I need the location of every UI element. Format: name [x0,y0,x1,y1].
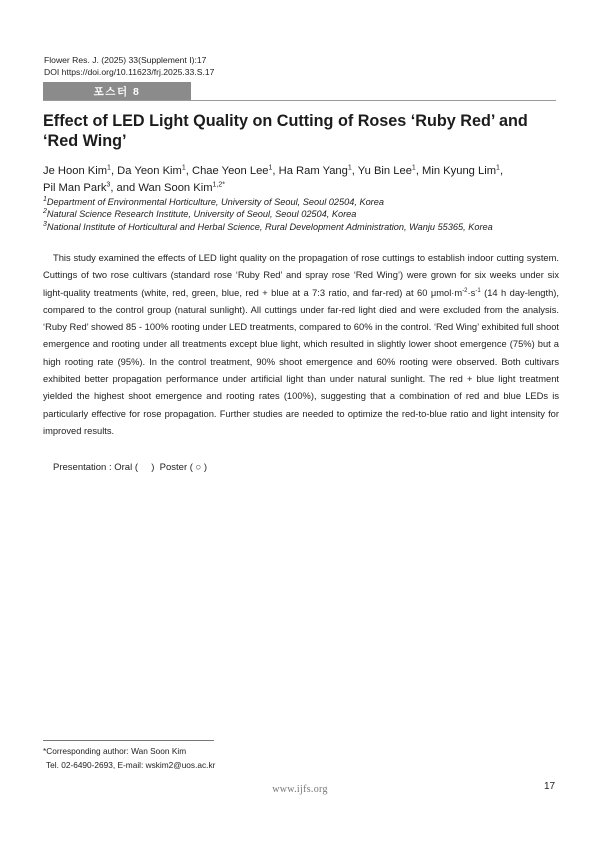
journal-citation: Flower Res. J. (2025) 33(Supplement I):17 [44,55,207,65]
author: Min Kyung Lim$^1$, [422,164,504,177]
doi-line: DOI https://doi.org/10.11623/frj.2025.33.S.17 [44,66,215,77]
author: Chae Yeon Lee$^1$, [191,164,279,177]
poster-label: 포스터 8 [93,86,141,98]
affiliation-list [43,196,563,233]
author: Je Hoon Kim$^1$, [43,164,118,177]
author: Da Yeon Kim$^1$, [117,164,192,177]
poster-divider [43,100,556,101]
page-number: 17 [544,781,556,792]
contact-info: Tel. 02-6490-2693, E-mail: wskim2@uos.ac.kr [46,760,216,770]
affiliation: $^3$National Institute of Horticultural and Herbal Science, Rural Development Administration, Wanju 55365, Korea [43,220,493,232]
paper-title: Effect of LED Light Quality on Cutting of Roses ‘Ruby Red’ and ‘Red Wing’ [43,112,528,150]
abstract-body: This study examined the effects of LED light quality on the propagation of rose cuttings to establish indoor cutting system. Cuttings of two rose cultivars (standard rose ‘Ruby Red’ and spray rose ‘Red Wing’) were grown for six weeks under six light-quality treatments (white, red, green, blue, red + blue at a 7:3 ratio, and far-red) at 60 $\mu mol\cdot m^{-2}\cdot s^{-1}$ (14 h day-length), compared to the control group (natural sunlight). All cuttings under far-red light died and were excluded from the analysis. ‘Ruby Red’ showed 85 - 100% rooting under LED treatments, compared to 60% in the control. ‘Red Wing’ exhibited full shoot emergence and rooting under all treatments except blue light, which resulted in slightly lower shoot emergence (75%) but a high rooting rate (95%). In the control treatment, 90% shoot emergence and 60% rooting were observed. Both cultivars exhibited better propagation performance under artificial light than under natural sunlight. The red + blue light treatment yielded the highest shoot emergence and rooting rates (100%), suggesting that a combination of red and blue LEDs is particularly effective for rose propagation. Further studies are needed to optimize the red-to-blue ratio and light intensity for improved results. [43,253,559,436]
author: Ha Ram Yang$^1$, [278,164,358,177]
journal-website: www.ijfs.org [272,784,328,795]
journal-header [44,55,214,78]
affiliation: $^2$Natural Science Research Institute, University of Seoul, Seoul 02504, Korea [43,208,357,220]
footnote-rule [43,740,214,741]
affiliation: $^1$Department of Environmental Horticulture, University of Seoul, Seoul 02504, Korea [43,195,384,207]
author: Pil Man Park$^3$, and [43,181,139,194]
poster-label-bar [43,82,191,101]
author: Yu Bin Lee$^1$, [357,164,423,177]
corresponding-author: *Corresponding author: Wan Soon Kim [43,746,187,756]
author-list [43,163,563,197]
presentation-type: Presentation : Oral ( ) Poster ( ○ ) [53,462,208,473]
author: Wan Soon Kim$^{1,2*}$ [138,181,225,194]
corresponding-footnote [43,744,215,772]
